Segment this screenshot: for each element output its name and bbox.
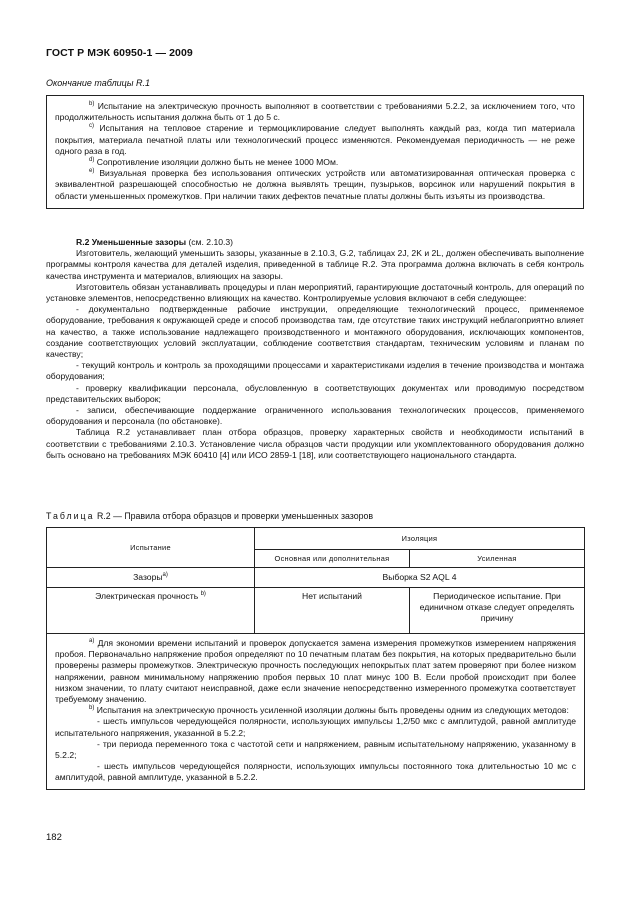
header-insulation: Изоляция xyxy=(255,528,585,550)
footnote-text: Испытания на тепловое старение и термоциклирование следует выполнять каждый раз, когда тип материала покрытия, материала печатной платы или технологический процесс изменяются. Рекомендуемая периодичность — не реже одного раза в год. xyxy=(55,123,576,156)
paragraph: Изготовитель обязан устанавливать процедуры и план мероприятий, гарантирующие достаточный контроль, для операций по установке элементов, непосредственно влияющих на качество. Контролируемые условия включают в себя следующее: xyxy=(46,281,584,304)
paragraph: Таблица R.2 устанавливает план отбора образцов, проверку характерных свойств и необходимости испытаний в соответствии с требованиями 2.10.3. Установление числа образцов части продукции или укомплектованного оборудования должно быть основано на требованиях МЭК 60410 [4] или ИСО 2859-1 [18], или соответствующего национального стандарта. xyxy=(46,427,584,460)
table-notes xyxy=(47,634,585,790)
row-clearances-value: Выборка S2 AQL 4 xyxy=(255,568,585,588)
table-caption xyxy=(46,511,373,522)
header-test: Испытание xyxy=(47,528,255,568)
document-header: ГОСТ Р МЭК 60950-1 — 2009 xyxy=(46,47,193,59)
row-strength-reinforced: Периодическое испытание. При единичном отказе следует определять причину xyxy=(410,588,585,634)
note-text: Для экономии времени испытаний и проверок допускается замена измерения промежутков измерением напряжения пробоя. Первоначально напряжение пробоя определяют по 10 печатным платам без покрытия, на которых предварительно были проверены размеры промежутков. Электрическую прочность последующих непокрытых плат затем проверяют при более низком напряжении, равном минимальному напряжению пробоя первых 10 плат минус 100 В. Если пробой происходит при более низком значении, то плату считают неисправной, даже если значение непосредственно измеренного промежутка соответствует требуемому значению. xyxy=(55,638,577,705)
paragraph: Изготовитель, желающий уменьшить зазоры, указанные в 2.10.3, G.2, таблицах 2J, 2K и 2L, должен обеспечивать выполнение программы контроля качества для деталей изделия, приведенной в таблице R.2. Эта программа должна включать в себя контроль качества инструмента и материалов, влияющих на зазоры. xyxy=(46,248,584,281)
footnote-ref: b) xyxy=(200,591,206,598)
footnote-ref: a) xyxy=(162,572,168,579)
footnote-text: Испытание на электрическую прочность выполняют в соответствии с требованиями 5.2.2, за исключением того, что продолжительность испытания должна быть от 1 до 5 с. xyxy=(55,101,575,123)
note-text: Испытания на электрическую прочность усиленной изоляции должны быть проведены одним из следующих методов: xyxy=(96,705,569,716)
list-item: - проверку квалификации персонала, обусловленную в соответствующих документах или проводимую посредством представительских выборок; xyxy=(46,382,584,404)
footnote-mark: b) xyxy=(89,705,95,712)
page-number: 182 xyxy=(46,832,62,843)
table-caption-label: Таблица xyxy=(46,511,95,521)
footnote-e xyxy=(55,168,575,202)
list-item: - записи, обеспечивающие поддержание ограниченного использования технологических процессов, применяемого оборудования и персонала (по обстановке). xyxy=(46,405,584,427)
row-strength-test xyxy=(47,588,255,634)
footnote-b xyxy=(55,101,575,123)
header-basic: Основная или дополнительная xyxy=(255,550,410,568)
section-r2 xyxy=(46,237,584,461)
footnote-d xyxy=(55,157,575,168)
table-note-b xyxy=(55,705,576,716)
list-item: - текущий контроль и контроль за проходящими процессами и характеристиками изделия в течение производства и монтажа оборудования; xyxy=(46,360,584,382)
section-title-ref: (см. 2.10.3) xyxy=(186,237,234,247)
table-caption-text: R.2 — Правила отбора образцов и проверки уменьшенных зазоров xyxy=(94,511,374,521)
footnote-text: Визуальная проверка без использования оптических устройств или автоматизированная оптическая проверка с эквивалентной разрешающей способностью не должна выявлять трещин, пузырьков, ворсинок или нарушений покрытия в области уменьшенных промежутков. При наличии таких дефектов печатные платы должны быть изъяты из производства. xyxy=(55,168,575,201)
footnote-mark: e) xyxy=(89,168,95,175)
table-r1-footnotes-box xyxy=(46,95,584,209)
table-note-a xyxy=(55,638,576,705)
section-title xyxy=(46,237,584,248)
cell-text: Электрическая прочность xyxy=(95,591,199,601)
footnote-mark: d) xyxy=(89,157,95,164)
header-reinforced: Усиленная xyxy=(410,550,585,568)
footnote-mark: c) xyxy=(89,123,94,130)
note-list-item: - шесть импульсов чередующейся полярности, использующих импульсы постоянного тока длительностью 10 мс с амплитудой, равной амплитуде, указанной в 5.2.2. xyxy=(55,761,576,783)
footnote-c xyxy=(55,123,575,157)
footnote-mark: b) xyxy=(89,101,95,108)
list-item: - документально подтвержденные рабочие инструкции, определяющие технологический процесс, применяемое оборудование, требования к окружающей среде и способ производства там, где отсутствие таких инструкций неблагоприятно влияет на качество, а также использование надлежащего производственного и монтажного оборудования, исключающих компонентов, создание соответствующих условий эксплуатации, соблюдение соответствия стандартам, техническим условиям и планам по качеству; xyxy=(46,304,584,360)
cell-text: Зазоры xyxy=(133,571,163,582)
note-list-item: - три периода переменного тока с частотой сети и напряжением, равным испытательному напряжению, указанному в 5.2.2; xyxy=(55,738,576,761)
footnote-text: Сопротивление изоляции должно быть не менее 1000 МОм. xyxy=(96,157,339,168)
table-r2 xyxy=(46,527,585,790)
row-strength-basic: Нет испытаний xyxy=(255,588,410,634)
note-list-item: - шесть импульсов чередующейся полярности, использующих импульсы 1,2/50 мкс с амплитудой, равной амплитуде испытательного напряжения, указанной в 5.2.2; xyxy=(55,716,576,738)
section-title-bold: R.2 Уменьшенные зазоры xyxy=(76,237,187,247)
row-clearances-test xyxy=(47,568,255,588)
continuation-caption: Окончание таблицы R.1 xyxy=(46,78,150,88)
footnote-mark: a) xyxy=(89,638,95,645)
